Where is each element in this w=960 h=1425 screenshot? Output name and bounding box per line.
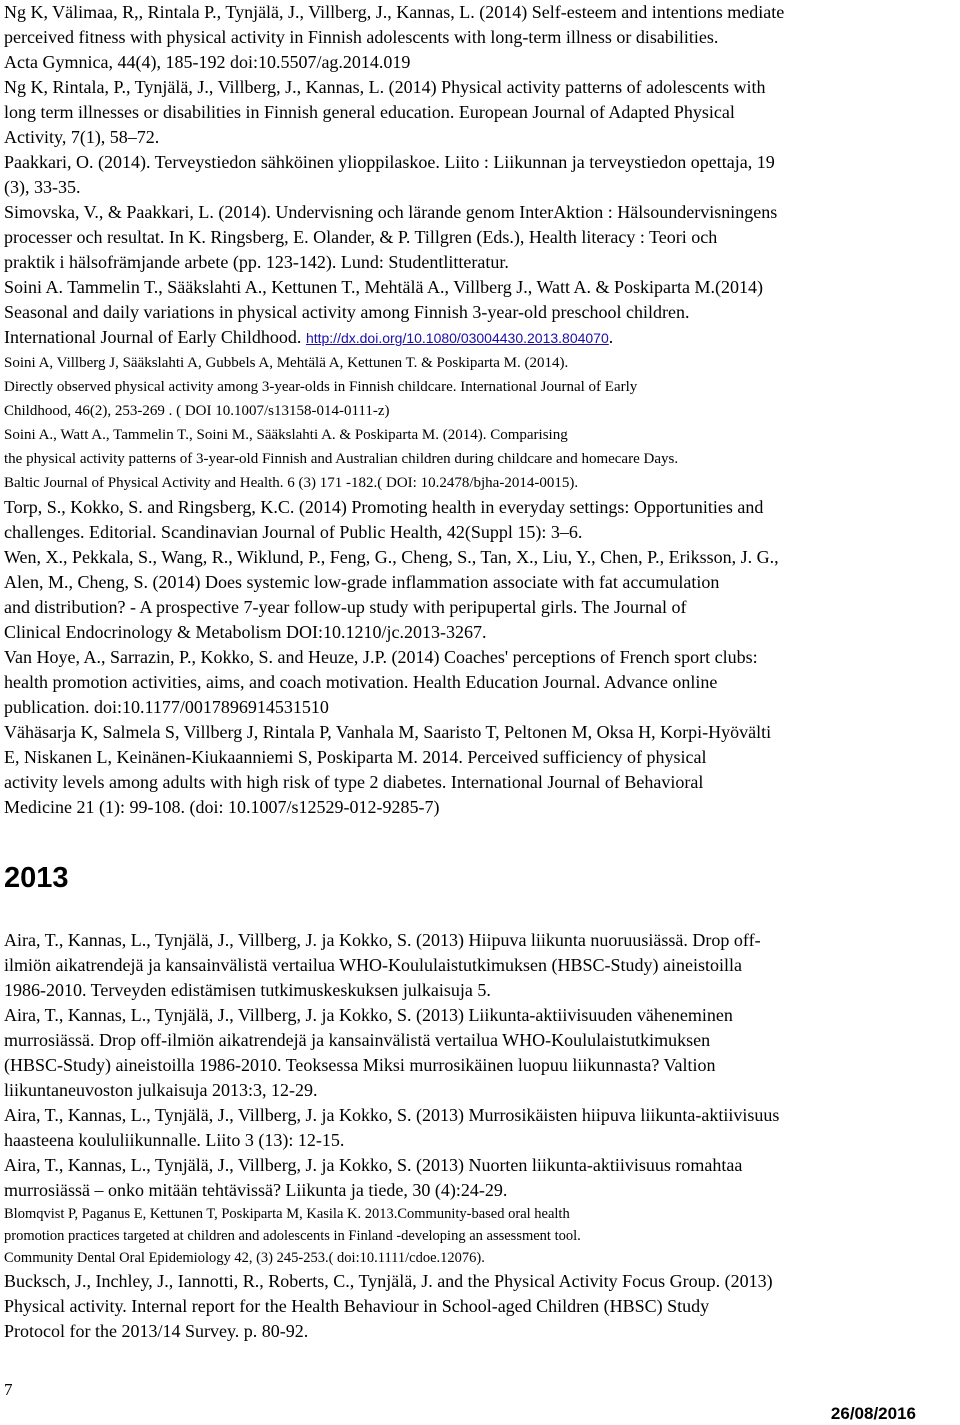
- reference-line: Soini A, Villberg J, Sääkslahti A, Gubbels A, Mehtälä A, Kettunen T. & Poskiparta M. (2014).: [4, 355, 569, 371]
- reference-entry: [4, 200, 956, 275]
- footer-date: 26/08/2016: [830, 1404, 916, 1423]
- reference-line: activity levels among adults with high risk of type 2 diabetes. International Journal of Behavioral: [4, 772, 704, 792]
- reference-entry: [4, 1153, 956, 1203]
- reference-entry: [4, 645, 956, 720]
- reference-line: Directly observed physical activity among 3-year-olds in Finnish childcare. International Journal of Early: [4, 379, 638, 395]
- reference-entry: [4, 928, 956, 1003]
- references-2014: [4, 0, 956, 820]
- reference-line: 1986-2010. Terveyden edistämisen tutkimuskeskuksen julkaisuja 5.: [4, 980, 491, 1000]
- reference-line: murrosiässä. Drop off-ilmiön aikatrendejä ja kansainvälistä vertailua WHO-Koululaistutkimuksen: [4, 1030, 711, 1050]
- reference-entry: [4, 1003, 956, 1103]
- reference-line: Paakkari, O. (2014). Terveystiedon sähköinen ylioppilaskoe. Liito : Liikunnan ja terveystiedon opettaja, 19: [4, 152, 775, 172]
- reference-line: Van Hoye, A., Sarrazin, P., Kokko, S. and Heuze, J.P. (2014) Coaches' perceptions of French sport clubs:: [4, 647, 758, 667]
- reference-line: Aira, T., Kannas, L., Tynjälä, J., Villberg, J. ja Kokko, S. (2013) Hiipuva liikunta nuoruusiässä. Drop off-: [4, 930, 761, 950]
- reference-entry: [4, 75, 956, 150]
- reference-entry: [4, 423, 956, 495]
- reference-line: Childhood, 46(2), 253-269 . ( DOI 10.1007/s13158-014-0111-z): [4, 403, 390, 419]
- reference-line: perceived fitness with physical activity in Finnish adolescents with long-term illness or disabilities.: [4, 27, 719, 47]
- reference-line: Ng K, Välimaa, R,, Rintala P., Tynjälä, J., Villberg, J., Kannas, L. (2014) Self-esteem and intentions mediate: [4, 2, 785, 22]
- reference-line: Aira, T., Kannas, L., Tynjälä, J., Villberg, J. ja Kokko, S. (2013) Liikunta-aktiivisuuden väheneminen: [4, 1005, 733, 1025]
- section-heading-2013: 2013: [4, 862, 69, 894]
- reference-line: haasteena koululiikunnalle. Liito 3 (13): 12-15.: [4, 1130, 345, 1150]
- reference-line: Wen, X., Pekkala, S., Wang, R., Wiklund, P., Feng, G., Cheng, S., Tan, X., Liu, Y., Chen, P., Eriksson, J. G.,: [4, 547, 779, 567]
- reference-entry: [4, 0, 956, 75]
- reference-line: E, Niskanen L, Keinänen-Kiukaanniemi S, Poskiparta M. 2014. Perceived sufficiency of physical: [4, 747, 707, 767]
- reference-line: Simovska, V., & Paakkari, L. (2014). Undervisning och lärande genom InterAktion : Hälsoundervisningens: [4, 202, 778, 222]
- reference-line: Soini A., Watt A., Tammelin T., Soini M., Sääkslahti A. & Poskiparta M. (2014). Comparising: [4, 427, 568, 443]
- reference-line: promotion practices targeted at children and adolescents in Finland -developing an assessment tool.: [4, 1228, 581, 1244]
- reference-line: liikuntaneuvoston julkaisuja 2013:3, 12-29.: [4, 1080, 318, 1100]
- reference-line: Acta Gymnica, 44(4), 185-192 doi:10.5507/ag.2014.019: [4, 52, 411, 72]
- reference-entry: [4, 150, 956, 200]
- reference-line: Activity, 7(1), 58–72.: [4, 127, 160, 147]
- reference-entry: [4, 495, 956, 545]
- doi-link[interactable]: http://dx.doi.org/10.1080/03004430.2013.804070: [305, 330, 609, 346]
- reference-line: Aira, T., Kannas, L., Tynjälä, J., Villberg, J. ja Kokko, S. (2013) Nuorten liikunta-aktiivisuus romahtaa: [4, 1155, 743, 1175]
- reference-line: murrosiässä – onko mitään tehtävissä? Liikunta ja tiede, 30 (4):24-29.: [4, 1180, 508, 1200]
- reference-line: Baltic Journal of Physical Activity and Health. 6 (3) 171 -182.( DOI: 10.2478/bjha-2014-0015).: [4, 475, 579, 491]
- reference-line: Clinical Endocrinology & Metabolism DOI:10.1210/jc.2013-3267.: [4, 622, 487, 642]
- page-number: 7: [4, 1380, 13, 1399]
- reference-entry: [4, 720, 956, 820]
- reference-line: Alen, M., Cheng, S. (2014) Does systemic low-grade inflammation associate with fat accumulation: [4, 572, 720, 592]
- reference-line: Community Dental Oral Epidemiology 42, (3) 245-253.( doi:10.1111/cdoe.12076).: [4, 1250, 485, 1266]
- reference-line: (3), 33-35.: [4, 177, 81, 197]
- reference-line: praktik i hälsofrämjande arbete (pp. 123-142). Lund: Studentlitteratur.: [4, 252, 509, 272]
- reference-entry: [4, 351, 956, 423]
- reference-line: (HBSC-Study) aineistoilla 1986-2010. Teoksessa Miksi murrosikäinen luopuu liikunnasta? Valtion: [4, 1055, 716, 1075]
- reference-line: publication. doi:10.1177/0017896914531510: [4, 697, 329, 717]
- reference-entry: [4, 1203, 956, 1269]
- reference-line: International Journal of Early Childhood. http://dx.doi.org/10.1080/03004430.2013.804070.: [4, 327, 614, 347]
- reference-line: ilmiön aikatrendejä ja kansainvälistä vertailua WHO-Koululaistutkimuksen (HBSC-Study) aineistoilla: [4, 955, 743, 975]
- reference-line: Seasonal and daily variations in physical activity among Finnish 3-year-old preschool children.: [4, 302, 690, 322]
- reference-line: Ng K, Rintala, P., Tynjälä, J., Villberg, J., Kannas, L. (2014) Physical activity patterns of adolescents with: [4, 77, 766, 97]
- reference-line: Vähäsarja K, Salmela S, Villberg J, Rintala P, Vanhala M, Saaristo T, Peltonen M, Oksa H, Korpi-Hyövälti: [4, 722, 772, 742]
- reference-entry: [4, 1103, 956, 1153]
- reference-entry: [4, 275, 956, 351]
- reference-line: and distribution? - A prospective 7-year follow-up study with peripupertal girls. The Journal of: [4, 597, 687, 617]
- reference-line: long term illnesses or disabilities in Finnish general education. European Journal of Adapted Physical: [4, 102, 735, 122]
- reference-line: processer och resultat. In K. Ringsberg, E. Olander, & P. Tillgren (Eds.), Health literacy : Teori och: [4, 227, 718, 247]
- reference-line: Medicine 21 (1): 99-108. (doi: 10.1007/s12529-012-9285-7): [4, 797, 440, 817]
- reference-line: challenges. Editorial. Scandinavian Journal of Public Health, 42(Suppl 15): 3–6.: [4, 522, 583, 542]
- reference-line: the physical activity patterns of 3-year-old Finnish and Australian children during childcare and homecare Days.: [4, 451, 679, 467]
- reference-line: Soini A. Tammelin T., Sääkslahti A., Kettunen T., Mehtälä A., Villberg J., Watt A. & Poskiparta M.(2014): [4, 277, 763, 297]
- references-2013: [4, 928, 956, 1344]
- reference-line: health promotion activities, aims, and coach motivation. Health Education Journal. Advance online: [4, 672, 718, 692]
- reference-line: Aira, T., Kannas, L., Tynjälä, J., Villberg, J. ja Kokko, S. (2013) Murrosikäisten hiipuva liikunta-aktiivisuus: [4, 1105, 780, 1125]
- reference-line: Torp, S., Kokko, S. and Ringsberg, K.C. (2014) Promoting health in everyday settings: Opportunities and: [4, 497, 764, 517]
- reference-line: Blomqvist P, Paganus E, Kettunen T, Poskiparta M, Kasila K. 2013.Community-based oral health: [4, 1206, 570, 1222]
- reference-line: Protocol for the 2013/14 Survey. p. 80-92.: [4, 1321, 309, 1341]
- reference-line: Physical activity. Internal report for the Health Behaviour in School-aged Children (HBSC) Study: [4, 1296, 710, 1316]
- reference-entry: [4, 545, 956, 645]
- reference-line: Bucksch, J., Inchley, J., Iannotti, R., Roberts, C., Tynjälä, J. and the Physical Activity Focus Group. (2013): [4, 1271, 773, 1291]
- reference-entry: [4, 1269, 956, 1344]
